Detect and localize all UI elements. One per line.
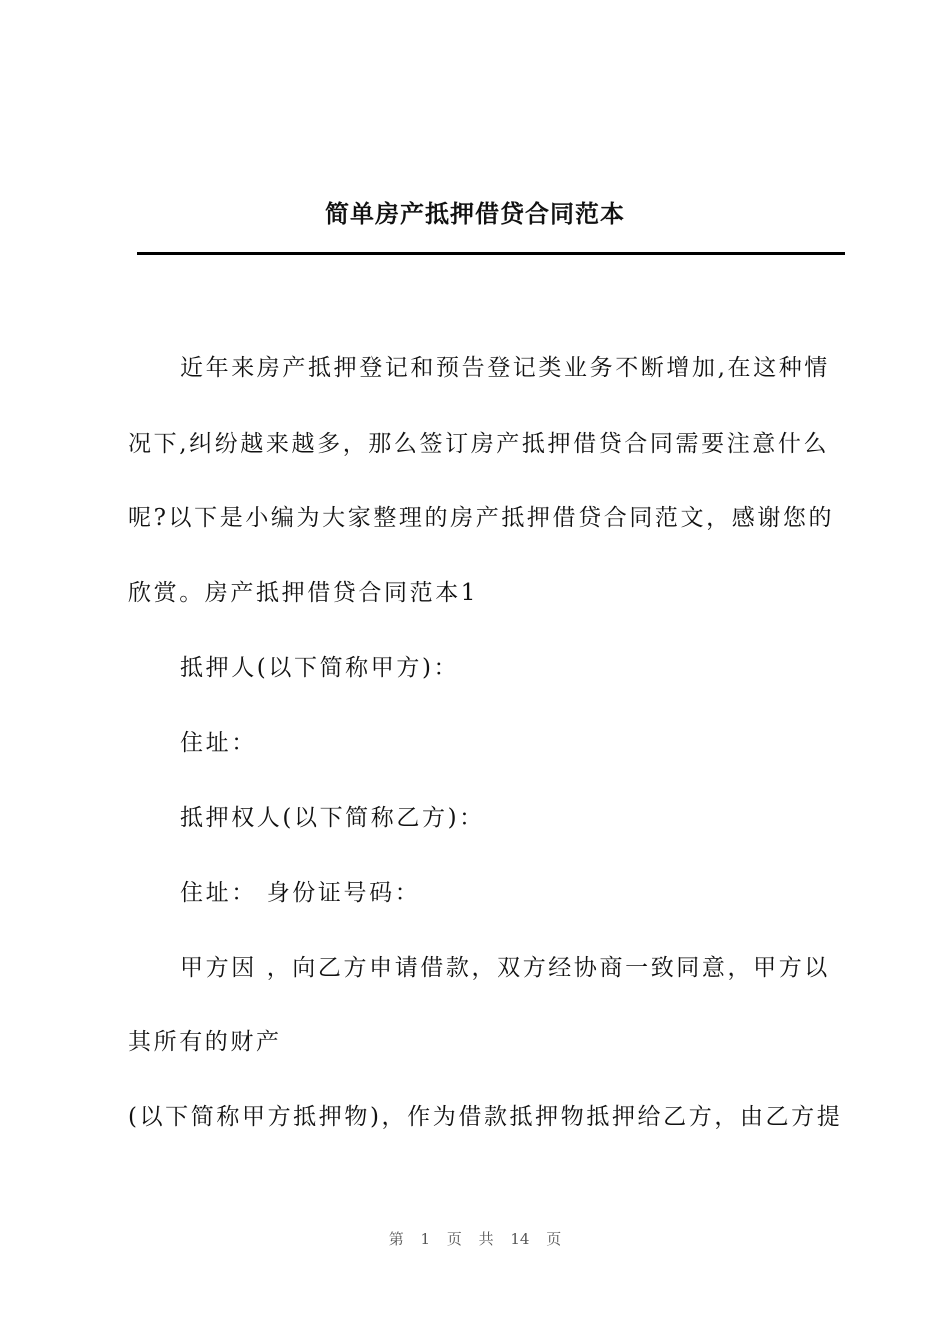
body-line-4: 欣赏。房产抵押借贷合同范本1 (128, 580, 479, 606)
body-line-2: 况下,纠纷越来越多，那么签订房产抵押借贷合同需要注意什么 (128, 431, 830, 457)
body-line-9: 甲方因 ，向乙方申请借款，双方经协商一致同意，甲方以 (180, 955, 830, 981)
body-line-5: 抵押人(以下简称甲方)： (180, 655, 460, 681)
body-line-1: 近年来房产抵押登记和预告登记类业务不断增加,在这种情 (180, 355, 830, 381)
body-line-7: 抵押权人(以下简称乙方)： (180, 805, 485, 831)
page-footer: 第 1 页 共 14 页 (388, 1230, 562, 1248)
body-line-6: 住址： (180, 730, 257, 756)
title-underline (137, 252, 845, 255)
document-title: 简单房产抵押借贷合同范本 (325, 200, 625, 228)
body-line-3: 呢?以下是小编为大家整理的房产抵押借贷合同范文，感谢您的 (128, 505, 835, 531)
body-line-10: 其所有的财产 (128, 1029, 282, 1055)
body-line-8: 住址： 身份证号码： (180, 880, 421, 906)
body-line-11: (以下简称甲方抵押物)，作为借款抵押物抵押给乙方，由乙方提 (128, 1104, 843, 1130)
